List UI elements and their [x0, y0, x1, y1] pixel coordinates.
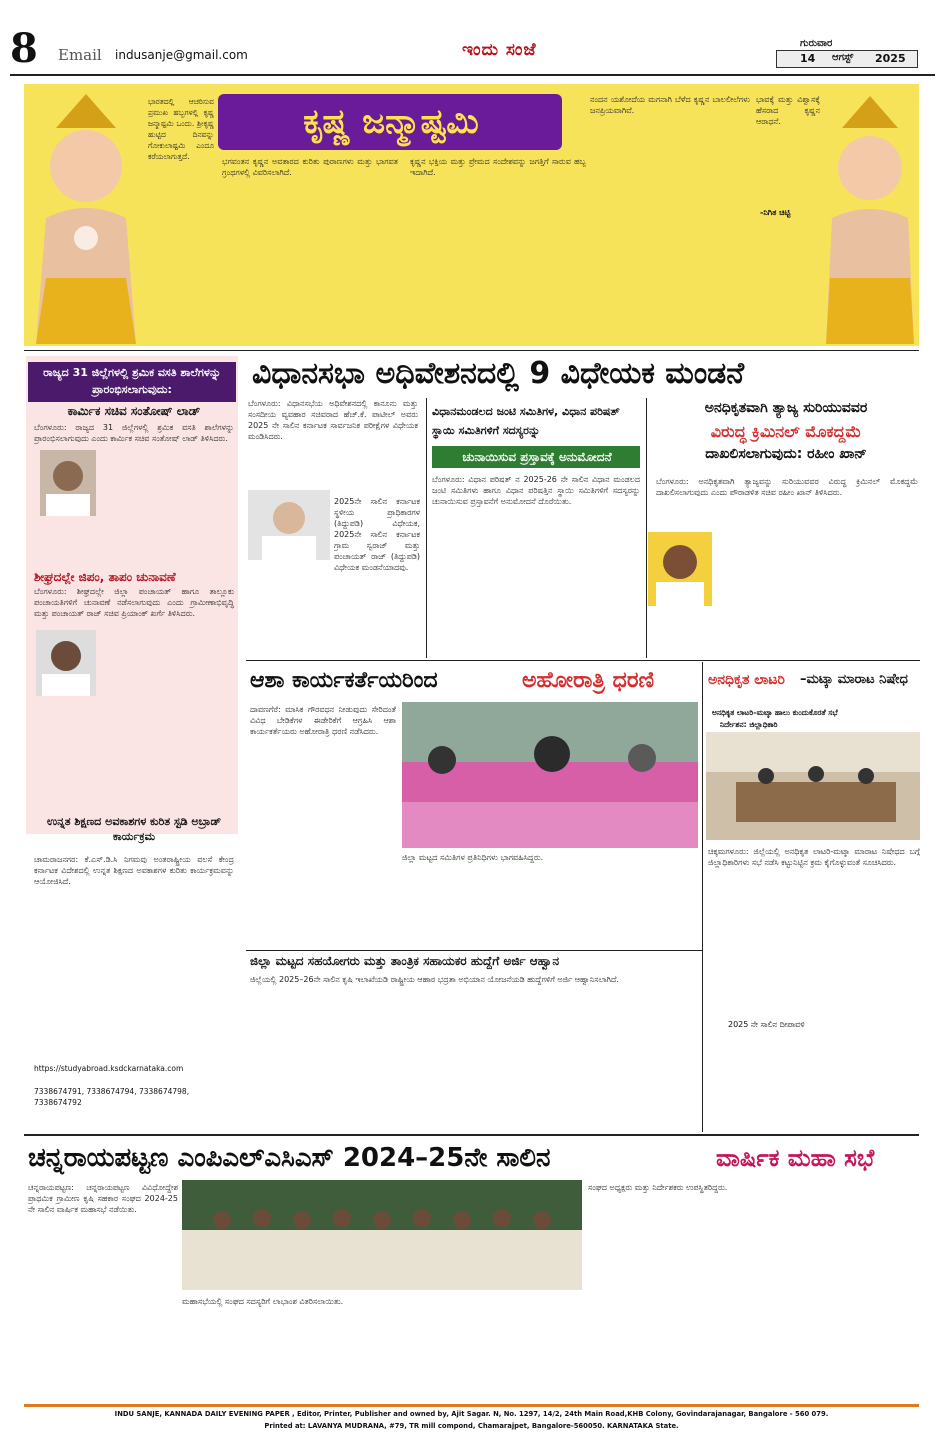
col-divider-2 — [646, 398, 647, 658]
baby-krishna-image-left — [26, 88, 146, 344]
krishna-col3: ನಂದನ ಯಶೋದೆಯ ಮಗನಾಗಿ ಬೆಳೆದ ಕೃಷ್ಣನ ಬಾಲಲೀಲೆಗಳು ಜನಪ್ರಿಯವಾಗಿವೆ. — [590, 95, 750, 115]
footer-line1: INDU SANJE, KANNADA DAILY EVENING PAPER , Editor, Printer, Publisher and owned by, Ajit Sagar. N, No. 1297, 14/2, 24th Main Road,KHB Colony, Govindarajanagar, Bangalore - 560 079. — [114, 1410, 829, 1418]
email-label: Email — [58, 46, 102, 64]
sidebar-story3-text: ಚಾಮರಾಜನಗರ: ಕೆ.ಎಸ್.ಡಿ.ಸಿ ನಿಗಮವು ಅಂತರಾಷ್ಟ್ರೀಯ ವಲಸೆ ಕೇಂದ್ರ ಕರ್ನಾಟಕ ವಿದೇಶದಲ್ಲಿ ಉನ್ನತ ಶಿಕ್ಷಣದ ಅವಕಾಶಗಳ ಕುರಿತು ಕಾರ್ಯಕ್ರಮವನ್ನು ಆಯೋಜಿಸಿದೆ. — [34, 855, 234, 886]
date-weekday: ಗುರುವಾರ — [800, 38, 833, 49]
sidebar-story3-title: ಉನ್ನತ ಶಿಕ್ಷಣದ ಅವಕಾಶಗಳ ಕುರಿತ ಸ್ಟಡಿ ಅಬ್ರಾಡ್ ಕಾರ್ಯಕ್ರಮ — [46, 815, 222, 843]
bill-story-text-left: ಬೆಂಗಳೂರು: ವಿಧಾನಸಭೆಯ ಅಧಿವೇಶನದಲ್ಲಿ ಕಾನೂನು ಮತ್ತು ಸಂಸದೀಯ ವ್ಯವಹಾರ ಸಚಿವರಾದ ಹೆಚ್.ಕೆ. ಪಾಟೀಲ್ ಅವರು 2025 ನೇ ಸಾಲಿನ ಕರ್ನಾಟಕ ಸಾರ್ವಜನಿಕ ಪರೀಕ್ಷೆಗಳ ವಿಧೇಯಕ ಮಂಡಿಸಿದರು. — [248, 399, 418, 441]
sidebar-story3-phones: 7338674791, 7338674794, 7338674798, 7338674792 — [34, 1087, 190, 1107]
col-divider-1 — [426, 398, 427, 658]
asha-text: ದಾವಣಗೆರೆ: ಮಾಸಿಕ ಗೌರವಧನ ನೀಡುವುದು ಸೇರಿದಂತೆ ವಿವಿಧ ಬೇಡಿಕೆಗಳ ಈಡೇರಿಕೆಗೆ ಆಗ್ರಹಿಸಿ ಆಶಾ ಕಾರ್ಯಕರ್ತೆಯರು ಅಹೋರಾತ್ರಿ ಧರಣಿ ನಡೆಸಿದರು. — [250, 705, 396, 736]
date-year: 2025 — [875, 52, 906, 65]
section-divider-3 — [246, 950, 702, 951]
lottery-caption1: ಅನಧಿಕೃತ ಲಾಟರಿ–ಮಟ್ಕಾ ಹಾಲು ಕುಂದುಕೊರತೆ ಸಭೆ — [712, 708, 838, 717]
date-day: 14 — [800, 52, 816, 65]
asha-title-red: ಅಹೋರಾತ್ರಿ ಧರಣಿ — [522, 668, 655, 693]
paper-logo: ಇಂದು ಸಂಜೆ — [462, 40, 537, 60]
lottery-title-black: –ಮಟ್ಕಾ ಮಾರಾಟ ನಿಷೇಧ — [800, 672, 908, 687]
main-headline: ವಿಧಾನಸಭಾ ಅಧಿವೇಶನದಲ್ಲಿ 9 ವಿಧೇಯಕ ಮಂಡನೆ — [252, 356, 745, 391]
agri-title: ಜಿಲ್ಲಾ ಮಟ್ಟದ ಸಹಯೋಗರು ಮತ್ತು ತಾಂತ್ರಿಕ ಸಹಾಯಕರ ಹುದ್ದೆಗೆ ಅರ್ಜಿ ಆಹ್ವಾನ — [250, 954, 560, 968]
lottery-meeting-photo — [706, 732, 920, 840]
hk-patil-photo — [248, 490, 330, 560]
krishna-left-text: ಭಾರತದಲ್ಲಿ ಆಚರಿಸುವ ಪ್ರಮುಖ ಹಬ್ಬಗಳಲ್ಲಿ ಕೃಷ್ಣ ಜನ್ಮಾಷ್ಟಮಿ ಒಂದು. ಶ್ರೀಕೃಷ್ಣ ಹುಟ್ಟಿದ ದಿನವನ್ನು ಗೋಕುಲಾಷ್ಟಮಿ ಎಂದೂ ಕರೆಯಲಾಗುತ್ತದೆ. — [148, 97, 214, 161]
page-number: 8 — [10, 25, 38, 72]
asha-text2: ಜಿಲ್ಲಾ ಮಟ್ಟದ ಸಮಿತಿಗಳ ಪ್ರತಿನಿಧಿಗಳು ಭಾಗವಹಿಸಿದ್ದರು. — [402, 853, 544, 862]
bottom-text-mid: ಮಹಾಸಭೆಯಲ್ಲಿ ಸಂಘದ ಸದಸ್ಯರಿಗೆ ಲಾಭಾಂಶ ವಿತರಿಸಲಾಯಿತು. — [182, 1297, 344, 1306]
committee-subtitle: ಚುನಾಯಿಸುವ ಪ್ರಸ್ತಾವಕ್ಕೆ ಅನುಮೋದನೆ — [462, 450, 612, 464]
baby-krishna-image-right — [822, 88, 918, 344]
section-divider-2 — [246, 660, 920, 661]
masthead — [0, 0, 945, 78]
waste-subtitle: ದಾಖಲಿಸಲಾಗುವುದು: ರಹೀಂ ಖಾನ್ — [705, 446, 867, 462]
lottery-year-note: 2025 ನೇ ಸಾಲಿನ ದೀಪಾವಳಿ — [728, 1020, 805, 1029]
waste-title: ಅನಧಿಕೃತವಾಗಿ ತ್ಯಾಜ್ಯ ಸುರಿಯುವವರ — [704, 400, 868, 416]
waste-text: ಬೆಂಗಳೂರು: ಅನಧಿಕೃತವಾಗಿ ತ್ಯಾಜ್ಯವನ್ನು ಸುರಿಯುವವರ ವಿರುದ್ಧ ಕ್ರಿಮಿನಲ್ ಮೊಕದ್ದಮೆ ದಾಖಲಿಸಲಾಗುವುದು ಎಂದು ಪೌರಾಡಳಿತ ಸಚಿವ ರಹೀಂ ಖಾನ್ ತಿಳಿಸಿದರು. — [656, 477, 918, 497]
masthead-divider — [10, 74, 935, 76]
bottom-text-right: ಸಂಘದ ಅಧ್ಯಕ್ಷರು ಮತ್ತು ನಿರ್ದೇಶಕರು ಉಪಸ್ಥಿತರಿದ್ದರು. — [588, 1183, 728, 1192]
sidebar-story1-text: ಬೆಂಗಳೂರು: ರಾಜ್ಯದ 31 ಜಿಲ್ಲೆಗಳಲ್ಲಿ ಶ್ರಮಿಕ ವಸತಿ ಶಾಲೆಗಳನ್ನು ಪ್ರಾರಂಭಿಸಲಾಗುವುದು ಎಂದು ಕಾರ್ಮಿಕ ಸಚಿವ ಸಂತೋಷ್ ಲಾಡ್ ತಿಳಿಸಿದರು. — [34, 423, 234, 443]
col-divider-3 — [702, 662, 703, 1132]
lottery-text: ಚಿಕ್ಕಮಗಳೂರು: ಜಿಲ್ಲೆಯಲ್ಲಿ ಅನಧಿಕೃತ ಲಾಟರಿ-ಮಟ್ಕಾ ಮಾರಾಟ ನಿಷೇಧದ ಬಗ್ಗೆ ಜಿಲ್ಲಾಧಿಕಾರಿಗಳು ಸಭೆ ನಡೆಸಿ ಕಟ್ಟುನಿಟ್ಟಿನ ಕ್ರಮ ಕೈಗೊಳ್ಳುವಂತೆ ಸೂಚಿಸಿದರು. — [708, 847, 920, 867]
agri-text: ಜಿಲ್ಲೆಯಲ್ಲಿ 2025–26ನೇ ಸಾಲಿನ ಕೃಷಿ ಇಲಾಖೆಯಡಿ ರಾಷ್ಟ್ರೀಯ ಆಹಾರ ಭದ್ರತಾ ಅಭಿಯಾನ ಯೋಜನೆಯಡಿ ಹುದ್ದೆಗಳಿಗೆ ಅರ್ಜಿ ಆಹ್ವಾನಿಸಲಾಗಿದೆ. — [250, 975, 619, 984]
sidebar-story3-link[interactable]: https://studyabroad.ksdckarnataka.com — [34, 1064, 184, 1073]
sidebar-story1-subtitle: ಕಾರ್ಮಿಕ ಸಚಿವ ಸಂತೋಷ್ ಲಾಡ್ — [67, 404, 201, 418]
bottom-text-left: ಚನ್ನರಾಯಪಟ್ಟಣ: ಚನ್ನರಾಯಪಟ್ಟಣ ವಿವಿಧೋದ್ದೇಶ ಪ್ರಾಥಮಿಕ ಗ್ರಾಮೀಣ ಕೃಷಿ ಸಹಕಾರ ಸಂಘದ 2024-25 ನೇ ಸಾಲಿನ ವಾರ್ಷಿಕ ಮಹಾಸಭೆ ನಡೆಯಿತು. — [28, 1183, 178, 1214]
krishna-byline: -ನಿಗಿತ ಚಿಟ್ಟಿ — [760, 208, 791, 217]
krishna-col2: ಕೃಷ್ಣನ ಭಕ್ತಿಯ ಮತ್ತು ಪ್ರೇಮದ ಸಂದೇಶವನ್ನು ಜಗತ್ತಿಗೆ ಸಾರುವ ಹಬ್ಬ ಇದಾಗಿದೆ. — [410, 157, 586, 177]
asha-title-black: ಆಶಾ ಕಾರ್ಯಕರ್ತೆಯರಿಂದ — [250, 668, 438, 693]
waste-title-red: ವಿರುದ್ಧ ಕ್ರಿಮಿನಲ್ ಮೊಕದ್ದಮೆ — [710, 422, 862, 441]
section-divider-4 — [24, 1134, 919, 1136]
krishna-right-text: ಭಾವಕ್ಕೆ ಮತ್ತು ವಿಶ್ವಾಸಕ್ಕೆ ಹೆಸರಾದ ಕೃಷ್ಣನ ಆರಾಧನೆ. — [756, 95, 820, 126]
agm-group-photo — [182, 1180, 582, 1290]
sidebar-story1-title: ರಾಜ್ಯದ 31 ಜಿಲ್ಲೆಗಳಲ್ಲಿ ಶ್ರಮಿಕ ವಸತಿ ಶಾಲೆಗಳನ್ನು ಪ್ರಾರಂಭಿಸಲಾಗುವುದು: — [43, 366, 221, 396]
footer-line2: Printed at: LAVANYA MUDRANA, #79, TR mill compond, Chamarajpet, Bangalore-560050. KARNATAKA State. — [264, 1422, 679, 1430]
section-divider-1 — [24, 350, 919, 351]
bottom-headline-black: ಚನ್ನರಾಯಪಟ್ಟಣ ಎಂಪಿಎಲ್‌ಎಸಿಎಸ್ 2024–25ನೇ ಸಾಲಿನ — [28, 1143, 551, 1173]
bill-story-text-right: 2025ನೇ ಸಾಲಿನ ಕರ್ನಾಟಕ ಸ್ಥಳೀಯ ಪ್ರಾಧಿಕಾರಗಳ (ತಿದ್ದುಪಡಿ) ವಿಧೇಯಕ, 2025ನೇ ಸಾಲಿನ ಕರ್ನಾಟಕ ಗ್ರಾಮ ಸ್ವರಾಜ್ ಮತ್ತು ಪಂಚಾಯತ್ ರಾಜ್ (ತಿದ್ದುಪಡಿ) ವಿಧೇಯಕ ಮಂಡನೆಯಾದವು. — [334, 497, 420, 572]
krishna-col1: ಭಗವಂತನ ಕೃಷ್ಣನ ಅವತಾರದ ಕುರಿತು ಪುರಾಣಗಳು ಮತ್ತು ಭಾಗವತ ಗ್ರಂಥಗಳಲ್ಲಿ ವಿವರಿಸಲಾಗಿದೆ. — [222, 157, 398, 177]
date-month: ಆಗಸ್ಟ್ — [832, 52, 854, 63]
asha-protest-photo — [402, 702, 698, 848]
committee-title: ವಿಧಾನಮಂಡಲದ ಜಂಟಿ ಸಮಿತಿಗಳ, ವಿಧಾನ ಪರಿಷತ್ ಸ್ಥಾಯಿ ಸಮಿತಿಗಳಿಗೆ ಸದಸ್ಯರನ್ನು — [432, 405, 620, 437]
krishna-title: ಕೃಷ್ಣ ಜನ್ಮಾಷ್ಟಮಿ — [303, 102, 479, 142]
sidebar-story2-text: ಬೆಂಗಳೂರು: ಶೀಘ್ರದಲ್ಲೇ ಜಿಲ್ಲಾ ಪಂಚಾಯತ್ ಹಾಗೂ ತಾಲ್ಲೂಕು ಪಂಚಾಯತಿಗಳಿಗೆ ಚುನಾವಣೆ ನಡೆಸಲಾಗುವುದು ಎಂದು ಗ್ರಾಮೀಣಾಭಿವೃದ್ಧಿ ಮತ್ತು ಪಂಚಾಯತ್ ರಾಜ್ ಸಚಿವ ಪ್ರಿಯಾಂಕ್ ಖರ್ಗೆ ತಿಳಿಸಿದರು. — [34, 587, 234, 618]
committee-text: ಬೆಂಗಳೂರು: ವಿಧಾನ ಪರಿಷತ್ ನ 2025-26 ನೇ ಸಾಲಿನ ವಿಧಾನ ಮಂಡಲದ ಜಂಟಿ ಸಮಿತಿಗಳು ಹಾಗೂ ವಿಧಾನ ಪರಿಷತ್ತಿನ ಸ್ಥಾಯಿ ಸಮಿತಿಗಳಿಗೆ ಸದಸ್ಯರನ್ನು ಚುನಾಯಿಸುವ ಪ್ರಸ್ತಾವನೆಗೆ ಅನುಮೋದನೆ ದೊರೆಯಿತು. — [432, 475, 640, 506]
lottery-caption2: ನಿರ್ದೇಶನ: ಜಿಲ್ಲಾಧಿಕಾರಿ — [720, 720, 778, 729]
sidebar-story2-title: ಶೀಘ್ರದಲ್ಲೇ ಜಿಪಂ, ತಾಪಂ ಚುನಾವಣೆ — [34, 570, 176, 584]
lottery-title-red: ಅನಧಿಕೃತ ಲಾಟರಿ — [708, 672, 785, 688]
bottom-headline-red: ವಾರ್ಷಿಕ ಮಹಾ ಸಭೆ — [716, 1144, 875, 1172]
email-address[interactable]: indusanje@gmail.com — [115, 48, 248, 62]
